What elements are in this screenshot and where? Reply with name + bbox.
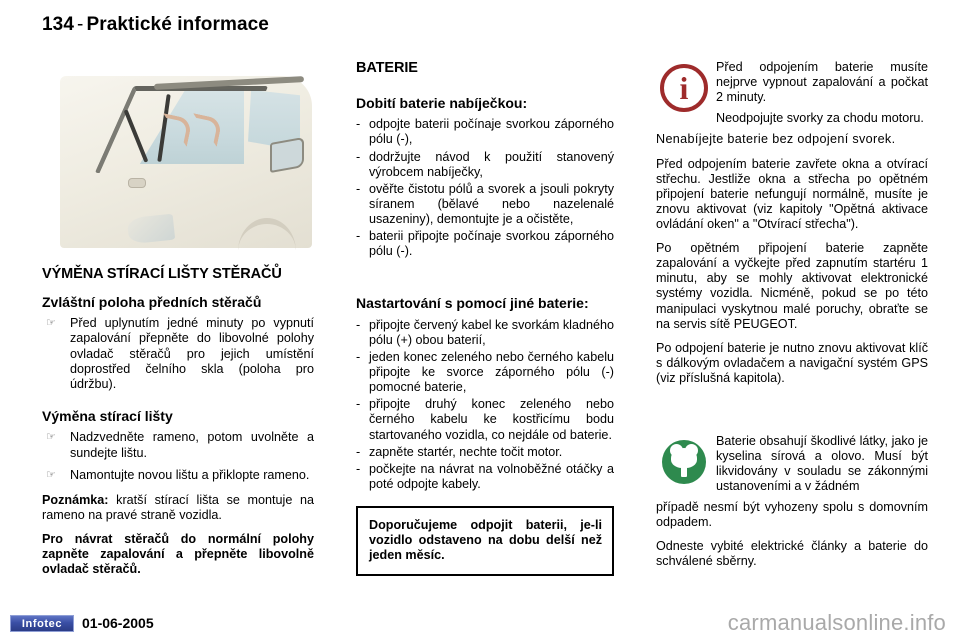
info-paragraph: Neodpojujte svorky za chodu motoru. <box>716 111 924 126</box>
list-item <box>356 318 614 348</box>
list-item <box>356 462 614 492</box>
list-item <box>356 229 614 259</box>
footer-date: 01-06-2005 <box>82 615 154 631</box>
note-label: Poznámka: <box>42 492 109 507</box>
site-watermark: carmanualsonline.info <box>727 610 946 635</box>
list-item <box>356 445 614 460</box>
body-paragraph: Po opětném připojení baterie zapněte zapalování a vyčkejte před zapnutím startéru 1 minutu, aby se mohly aktivovat elektronické systémy vozidla. Nicméně, pokud se po této manipulaci vyskytnou malé poruchy, obraťte se na servis sítě PEUGEOT. <box>656 241 928 331</box>
subheading-blade-replacement: Výměna stírací lišty <box>42 407 173 424</box>
car-windshield-photo <box>42 60 314 250</box>
tree-recycle-icon <box>662 440 706 484</box>
header-separator: - <box>77 14 84 35</box>
list-item <box>42 316 314 392</box>
dash-bullet-icon: - <box>356 444 361 459</box>
page-header <box>42 14 269 36</box>
list-item <box>42 468 314 483</box>
pointing-hand-icon: ☞ <box>46 317 56 330</box>
page-title: Praktické informace <box>86 14 269 35</box>
eco-paragraph-indented: Baterie obsahují škodlivé látky, jako je kyselina sírová a olovo. Musí být likvidovány v souladu se zákonnými ustanoveními a v žádném <box>716 434 928 494</box>
list-item <box>42 430 314 460</box>
section-heading-battery: BATERIE <box>356 60 418 76</box>
list-item-label: Před uplynutím jedné minuty po vypnutí zapalování přepněte do libovolné polohy ovladač stěračů pro jejich umístění doprostřed čelního skla (poloha pro údržbu). <box>70 316 314 391</box>
infotec-logo: Infotec <box>10 615 74 632</box>
list-item-label: baterii připojte počínaje svorkou záporného pólu (-). <box>369 229 614 259</box>
right-column <box>656 60 928 579</box>
left-column <box>42 60 314 586</box>
recommendation-note-text: Doporučujeme odpojit baterii, je-li vozidlo odstaveno na dobu delší než jeden měsíc. <box>369 518 602 563</box>
tree-trunk-shape <box>681 464 687 477</box>
section-heading-wiper-blade-change: VÝMĚNA STÍRACÍ LIŠTY STĚRAČŮ <box>42 266 282 282</box>
list-item-label: připojte červený kabel ke svorkám kladného pólu (+) obou baterií, <box>369 317 615 347</box>
list-item-label: ověřte čistotu pólů a svorek a jsouli pokryty síranem (bělavé nebo nazelenalé usazeniny), demontujte je a očistěte, <box>369 181 614 226</box>
body-paragraph: Po odpojení baterie je nutno znovu aktivovat klíč s dálkovým ovladačem a navigační systém GPS (viz příslušná kapitola). <box>656 340 928 385</box>
blade-replacement-list <box>42 430 314 482</box>
jump-start-steps-list <box>356 318 614 492</box>
list-item-label: připojte druhý konec zeleného nebo černého kabelu ke kostřicímu bodu startovaného vozidla, co nejdále od baterie. <box>369 397 614 442</box>
info-icon: i <box>660 64 708 112</box>
subheading-special-wiper-position: Zvláštní poloha předních stěračů <box>42 293 262 310</box>
list-item <box>356 117 614 147</box>
page-number: 134 <box>42 14 75 35</box>
list-item-label: Namontujte novou lištu a přiklopte rameno. <box>70 467 310 482</box>
pointing-hand-icon: ☞ <box>46 468 56 481</box>
eco-paragraph-last: Odneste vybité elektrické články a baterie do schválené sběrny. <box>656 539 928 569</box>
list-item-label: jeden konec zeleného nebo černého kabelu připojte ke svorce záporného pólu (-) pomocné baterie, <box>369 350 614 395</box>
eco-icon-slot <box>656 436 712 492</box>
eco-disposal-text <box>716 434 928 494</box>
list-item-label: Nadzvedněte rameno, potom uvolněte a sundejte lištu. <box>70 430 314 460</box>
wiper-position-list <box>42 316 314 392</box>
info-icon-slot <box>656 62 712 118</box>
dash-bullet-icon: - <box>356 181 361 196</box>
charging-steps-list <box>356 117 614 259</box>
pointing-hand-icon: ☞ <box>46 431 56 444</box>
dash-bullet-icon: - <box>356 461 361 476</box>
dash-bullet-icon: - <box>356 229 361 244</box>
dash-bullet-icon: - <box>356 397 361 412</box>
info-warning-text <box>716 60 928 126</box>
note-paragraph <box>42 493 314 523</box>
body-paragraph: Nenabíjejte baterie bez odpojení svorek. <box>656 132 896 147</box>
eco-disposal-block <box>656 434 928 496</box>
dash-bullet-icon: - <box>356 350 361 365</box>
list-item <box>356 182 614 227</box>
list-item <box>356 350 614 395</box>
list-item-label: odpojte baterii počínaje svorkou záporného pólu (-), <box>369 117 614 147</box>
dash-bullet-icon: - <box>356 149 361 164</box>
recommendation-note-box <box>356 506 614 576</box>
list-item-label: počkejte na návrat na volnoběžné otáčky a poté odpojte kabely. <box>369 461 614 491</box>
subheading-charging-battery: Dobití baterie nabíječkou: <box>356 94 528 111</box>
list-item-label: zapněte startér, nechte točit motor. <box>369 444 563 459</box>
door-handle <box>128 178 146 188</box>
list-item-label: dodržujte návod k použití stanovený výrobcem nabíječky, <box>369 149 614 179</box>
info-paragraph: Před odpojením baterie musíte nejprve vypnout zapalování a počkat 2 minuty. <box>716 60 928 105</box>
body-paragraph: Před odpojením baterie zavřete okna a otvírací střechu. Jestliže okna a střecha po opětném připojení baterie nefungují normálně, musíte je znovu aktivovat (viz kapitoly "Opětná aktivace ovládání oken" a "Otvírací střecha"). <box>656 156 928 231</box>
subheading-jump-start: Nastartování s pomocí jiné baterie: <box>356 295 589 312</box>
eco-paragraph-rest: případě nesmí být vyhozeny spolu s domovním odpadem. <box>656 500 928 530</box>
info-warning-block <box>656 60 928 126</box>
return-to-normal-position-paragraph: Pro návrat stěračů do normální polohy zapněte zapalování a přepněte libovolně ovladač stěračů. <box>42 531 314 577</box>
dash-bullet-icon: - <box>356 317 361 332</box>
note-text: kratší stírací lišta se montuje na rameno na pravé straně vozidla. <box>42 492 314 522</box>
dash-bullet-icon: - <box>356 117 361 132</box>
list-item <box>356 150 614 180</box>
middle-column <box>356 60 614 576</box>
list-item <box>356 397 614 442</box>
